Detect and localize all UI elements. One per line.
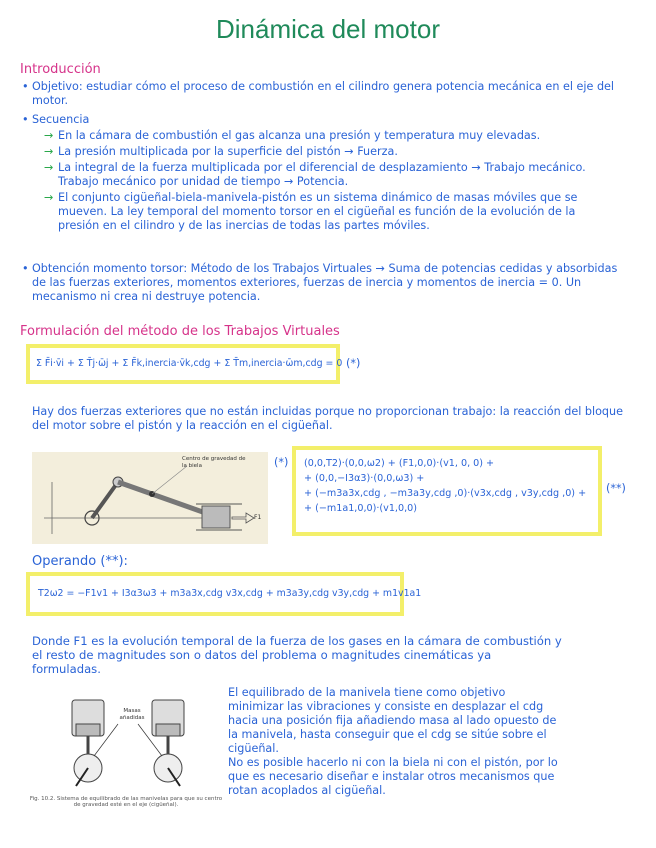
exterior-forces-note: Hay dos fuerzas exteriores que no están incluidas porque no proporcionan trabajo: la reacción del bloque del motor sobre el pistón y la reacción en el cigüeñal. xyxy=(32,405,624,432)
operando-heading: Operando (**): xyxy=(32,554,128,569)
torque-equation-box xyxy=(26,572,422,616)
cdg-label: Centro de gravedad de la biela xyxy=(182,456,246,469)
expanded-line: + (−m3a3x,cdg , −m3a3y,cdg ,0)·(v3x,cdg , v3y,cdg ,0) + xyxy=(304,488,587,499)
balancing-figure xyxy=(58,696,206,794)
expanded-line: + (0,0,−I3α3)·(0,0,ω3) + xyxy=(304,473,425,484)
step-item: → En la cámara de combustión el gas alcanza una presión y temperatura muy elevadas. xyxy=(44,129,541,142)
double-tag: (**) xyxy=(606,482,626,495)
step-item: → El conjunto cigüeñal-biela-manivela-pistón es un sistema dinámico de masas móviles que se mueven. La ley temporal del momento torsor en el cigüeñal es función de la evolución de la presión en el cilindro y de las inercias de todas las partes móviles. xyxy=(44,191,578,232)
donde-text: Donde F1 es la evolución temporal de la fuerza de los gases en la cámara de combustión y el resto de magnitudes son o datos del problema o magnitudes cinemáticas ya formuladas. xyxy=(32,634,562,676)
crank-mechanism-diagram xyxy=(32,452,268,544)
torque-text: • Obtención momento torsor: Método de los Trabajos Virtuales → Suma de potencias cedidas y absorbidas de las fuerzas exteriores, momentos exteriores, fuerzas de inercia y momentos de inercia = 0. Un mecanismo ni crea ni destruye potencia. xyxy=(32,262,624,304)
expanded-line: + (−m1a1,0,0)·(v1,0,0) xyxy=(304,503,417,514)
balancing-note: No es posible hacerlo ni con la biela ni con el pistón, por lo que es necesario diseñar e instalar otros mecanismos que rotan acoplados al cigüeñal. xyxy=(228,756,558,797)
objective-text: • Objetivo: estudiar cómo el proceso de combustión en el cilindro genera potencia mecánica en el eje del motor. xyxy=(32,80,622,108)
step-item: → La presión multiplicada por la superficie del pistón → Fuerza. xyxy=(44,145,398,158)
force-label: F1 xyxy=(254,514,262,521)
torque-equation: T2ω2 = −F1v1 + I3α3ω3 + m3a3x,cdg v3x,cdg + m3a3y,cdg v3y,cdg + m1v1a1 xyxy=(38,588,422,599)
expanded-equation-box xyxy=(292,446,602,536)
page-title: Dinámica del motor xyxy=(216,14,440,44)
formulation-heading: Formulación del método de los Trabajos Virtuales xyxy=(20,324,340,339)
virtual-work-equation: Σ F̄i·v̄i + Σ T̄j·ω̄j + Σ F̄k,inercia·v̄k,cdg + Σ T̄m,inercia·ω̄m,cdg = 0 xyxy=(36,358,343,369)
intro-heading: Introducción xyxy=(20,62,101,77)
equation-tag: (*) xyxy=(346,357,361,370)
sequence-label: • Secuencia xyxy=(32,113,622,127)
expanded-line: (0,0,T2)·(0,0,ω2) + (F1,0,0)·(v1, 0, 0) + xyxy=(304,458,495,469)
expanded-tag: (*) xyxy=(274,456,289,469)
step-item: → La integral de la fuerza multiplicada por el diferencial de desplazamiento → Trabajo mecánico. Trabajo mecánico por unidad de tiempo → Potencia. xyxy=(44,161,586,188)
virtual-work-equation-box xyxy=(26,344,343,384)
balancing-text: El equilibrado de la manivela tiene como objetivo minimizar las vibraciones y consiste en desplazar el cdg hacia una posición fija añadiendo masa al lado opuesto de la manivela, hasta conseguir que el cdg se sitúe sobre el cigüeñal. xyxy=(228,686,557,755)
figure-caption: Fig. 10.2. Sistema de equilibrado de las manivelas para que su centro de gravedad esté en el eje (cigüeñal). xyxy=(29,796,223,808)
added-mass-label: Masas añadidas xyxy=(119,708,145,721)
